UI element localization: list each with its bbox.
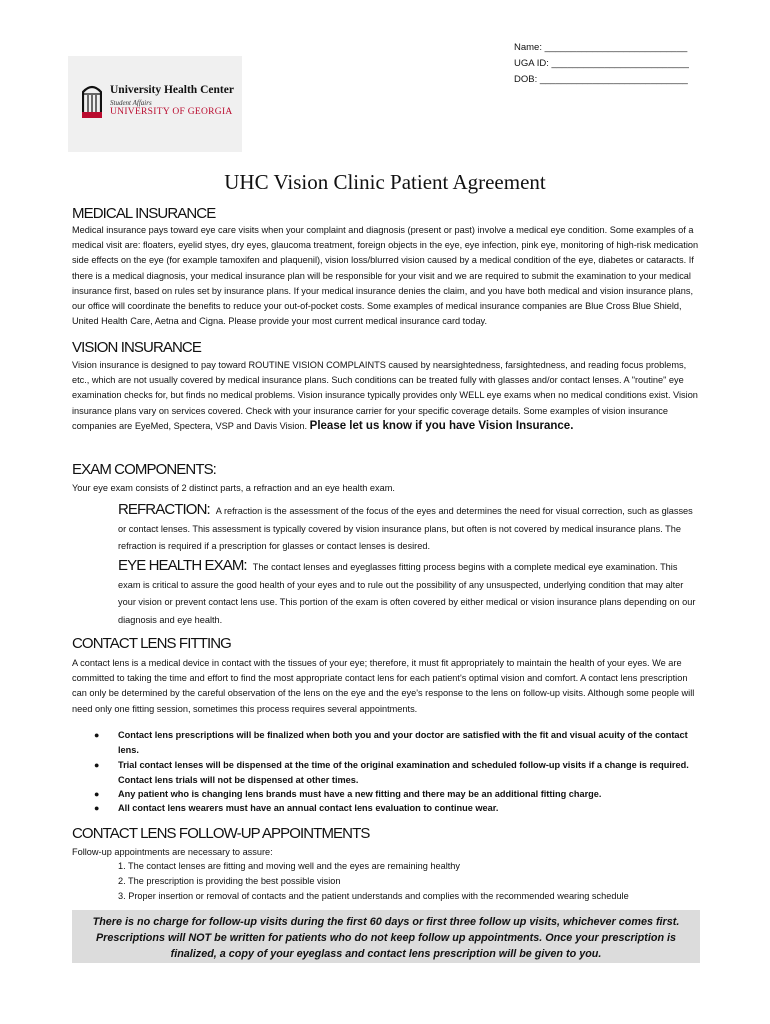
medical-insurance-text: Medical insurance pays toward eye care visits when your complaint and diagnosis (present or past) involve a medical eye condition. Some examples of a medical visit are: floaters, eyelid styes, dry eyes, glaucoma treatment, foreign objects in the eye, eye infection, pink eye, monitoring of high-risk medication side effects on the eye (for example tamoxifen and plaquenil), vision loss/blurred vision caused by a medical condition of the eye, diabetes or cataracts. If there is a medical diagnosis, your medical insurance plan will be responsible for your visit and we are required to submit the examination to your medical insurance first, based on rules set by insurance plans. If your medical insurance denies the claim, and you have both medical and vision insurance plans, our office will coordinate the benefits to reduce your out-of-pocket costs. Some examples of medical insurance companies are Blue Cross Blue Shield, United Health Care, Aetna and Cigna. Please provide your most current medical insurance card today. xyxy=(72,225,699,327)
vision-insurance-text: Vision insurance is designed to pay toward ROUTINE VISION COMPLAINTS caused by nearsightedness, farsightedness, and reading focus problems, etc., which are not usually covered by medical insurance plans. Such conditions can be treated fully with glasses and/or contact lenses. A "routine" eye examination checks for, but finds no medical problems. Vision insurance typically provides only WELL eye exams when no medical conditions exist. Vision insurance plans vary on services covered. Check with your insurance carrier for your specific coverage details. Some examples of vision insurance companies are EyeMed, Spectera, VSP and Davis Vision. xyxy=(72,360,698,431)
list-item: 1. The contact lenses are fitting and moving well and the eyes are remaining healthy xyxy=(118,861,461,871)
follow-up-heading: CONTACT LENS FOLLOW-UP APPOINTMENTS xyxy=(72,825,370,842)
contact-lens-fitting-heading: CONTACT LENS FITTING xyxy=(72,635,231,652)
list-item: Trial contact lenses will be dispensed at the time of the original examination and scheduled follow-up visits if a change is required. Contact lens trials will not be dispensed at other times. xyxy=(118,760,689,785)
bullet-icon: ● xyxy=(94,730,100,740)
logo-university: UNIVERSITY OF GEORGIA xyxy=(110,107,233,117)
list-item: 3. Proper insertion or removal of contacts and the patient understands and complies with the recommended wearing schedule xyxy=(118,891,629,901)
bullet-icon: ● xyxy=(94,760,100,770)
arch-logo-icon xyxy=(82,82,102,118)
uhc-logo xyxy=(68,56,242,152)
name-field: Name: ___________________________ xyxy=(514,42,688,53)
contact-lens-fitting-text: A contact lens is a medical device in contact with the tissues of your eye; therefore, it must fit appropriately to maintain the health of your eyes. We are committed to taking the time and effort to find the most appropriate contact lens for each patient's optimal vision and comfort. A contact lens prescription can only be determined by the careful observation of the lens on the eye and the eye's response to the lens on follow-up visits. Although some people will need only one fitting session, sometimes this process requires several appointments. xyxy=(72,658,695,714)
page-title: UHC Vision Clinic Patient Agreement xyxy=(224,170,546,194)
medical-insurance-heading: MEDICAL INSURANCE xyxy=(72,205,216,222)
refraction-text: A refraction is the assessment of the focus of the eyes and determines the need for visual correction, such as glasses or contact lenses. This assessment is typically covered by vision insurance plans, but often is not covered by medical insurance plans. The refraction is required if a prescription for glasses or contact lenses is desired. xyxy=(118,506,693,551)
eye-health-heading: EYE HEALTH EXAM: xyxy=(118,557,247,574)
list-item: 2. The prescription is providing the best possible vision xyxy=(118,876,341,886)
logo-title: University Health Center xyxy=(110,84,234,96)
refraction-block xyxy=(118,501,700,556)
eye-health-text: The contact lenses and eyeglasses fitting process begins with a complete medical eye examination. This exam is critical to assure the good health of your eyes and to rule out the possibility of any unsuspected, underlying condition that may alter your vision or prevent contact lens use. This portion of the exam is often covered by either medical or vision insurance plans depending on our diagnosis and eye health. xyxy=(118,562,696,625)
exam-components-intro: Your eye exam consists of 2 distinct parts, a refraction and an eye health exam. xyxy=(72,483,395,493)
logo-subtitle: Student Affairs xyxy=(110,99,152,107)
eye-health-block xyxy=(118,557,700,629)
exam-components-heading: EXAM COMPONENTS: xyxy=(72,461,216,478)
list-item: All contact lens wearers must have an annual contact lens evaluation to continue wear. xyxy=(118,803,499,813)
bullet-icon: ● xyxy=(94,789,100,799)
vision-insurance-block xyxy=(72,358,700,434)
vision-insurance-heading: VISION INSURANCE xyxy=(72,339,201,356)
list-item: Contact lens prescriptions will be finalized when both you and your doctor are satisfied with the fit and visual acuity of the contact lens. xyxy=(118,730,688,755)
refraction-heading: REFRACTION: xyxy=(118,501,210,518)
dob-field: DOB: ____________________________ xyxy=(514,74,688,85)
list-item: Any patient who is changing lens brands must have a new fitting and there may be an additional fitting charge. xyxy=(118,789,602,799)
notice-text: There is no charge for follow-up visits during the first 60 days or first three follow up visits, whichever comes first. Prescriptions will NOT be written for patients who do not keep follow up appointments. Once your prescription is finalized, a copy of your eyeglass and contact lens prescription will be given to you. xyxy=(92,916,680,960)
vision-insurance-emphasis: Please let us know if you have Vision Insurance. xyxy=(309,419,574,432)
follow-up-intro: Follow-up appointments are necessary to assure: xyxy=(72,847,273,857)
uga-id-field: UGA ID: __________________________ xyxy=(514,58,689,69)
bullet-icon: ● xyxy=(94,803,100,813)
